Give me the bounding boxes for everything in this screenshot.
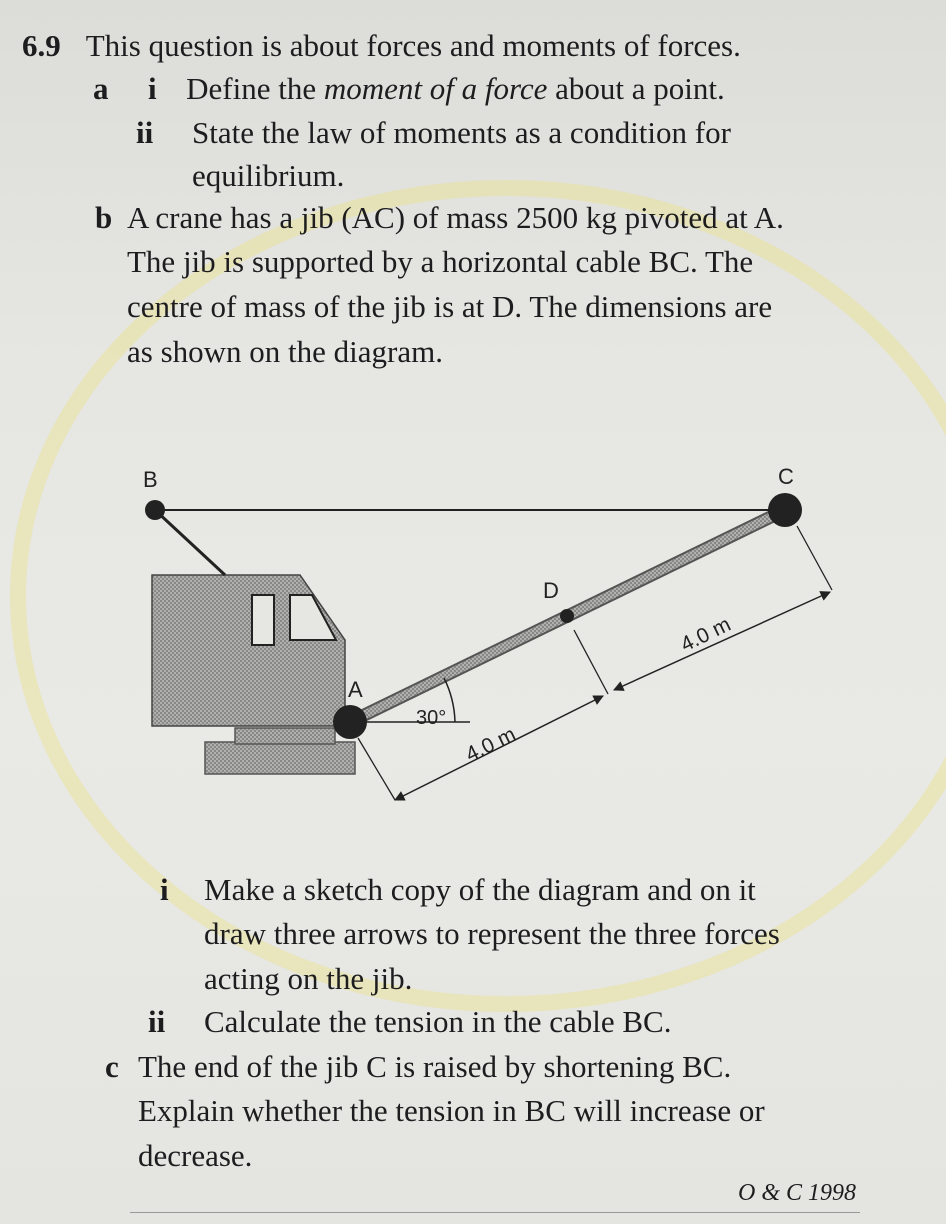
source-citation: O & C 1998: [738, 1180, 857, 1206]
label-c: C: [778, 464, 794, 489]
part-b-i-label: i: [160, 872, 169, 907]
question-number: 6.9: [22, 28, 61, 63]
part-b-label: b: [95, 200, 113, 235]
point-b: [145, 500, 165, 520]
part-b-line-1: A crane has a jib (AC) of mass 2500 kg pivoted at A.: [127, 200, 784, 235]
angle-label: 30°: [416, 707, 447, 729]
part-b-line-4: as shown on the diagram.: [127, 334, 443, 369]
label-a: A: [348, 677, 363, 702]
part-a-i-text-italic: moment of a force: [323, 71, 548, 106]
part-b-line-3: centre of mass of the jib is at D. The dimensions are: [127, 289, 773, 324]
ext-line-c: [797, 526, 832, 590]
part-c-line-3: decrease.: [138, 1138, 253, 1173]
part-a-i-text-after: about a point.: [555, 71, 725, 106]
strut-b: [155, 510, 225, 575]
dim-label-lower: 4.0 m: [462, 722, 520, 767]
part-a-ii-label: ii: [136, 115, 154, 150]
part-c-label: c: [105, 1049, 119, 1084]
part-b-i-line-3: acting on the jib.: [204, 961, 413, 996]
dim-label-upper: 4.0 m: [677, 612, 735, 657]
point-c: [768, 493, 802, 527]
part-a-i-label: i: [148, 71, 157, 106]
part-b-ii-text: Calculate the tension in the cable BC.: [204, 1004, 672, 1039]
label-b: B: [143, 467, 158, 492]
part-b-ii-label: ii: [148, 1004, 166, 1039]
ext-line-d: [574, 630, 608, 694]
part-c-line-1: The end of the jib C is raised by shortening BC.: [138, 1049, 732, 1084]
part-b-line-2: The jib is supported by a horizontal cable BC. The: [127, 244, 754, 279]
part-c-line-2: Explain whether the tension in BC will increase or: [138, 1093, 765, 1128]
cab-window-left: [252, 595, 274, 645]
label-d: D: [543, 578, 559, 603]
crane-track: [205, 742, 355, 774]
dim-arrow-upper: [614, 592, 830, 690]
part-b-i-line-2: draw three arrows to represent the three forces: [204, 916, 780, 951]
bottom-rule: [130, 1212, 860, 1213]
part-a-label: a: [93, 71, 109, 106]
part-a-i-text-before: Define the: [186, 71, 317, 106]
crane-cab: [152, 575, 345, 726]
point-d: [560, 609, 574, 623]
ext-line-a: [358, 738, 395, 800]
part-b-i-line-1: Make a sketch copy of the diagram and on it: [204, 872, 756, 907]
question-intro: This question is about forces and moments of forces.: [85, 28, 741, 63]
part-a-ii-line1: State the law of moments as a condition for: [192, 115, 731, 150]
part-a-ii-line2: equilibrium.: [192, 158, 345, 193]
crane-base: [235, 728, 335, 744]
